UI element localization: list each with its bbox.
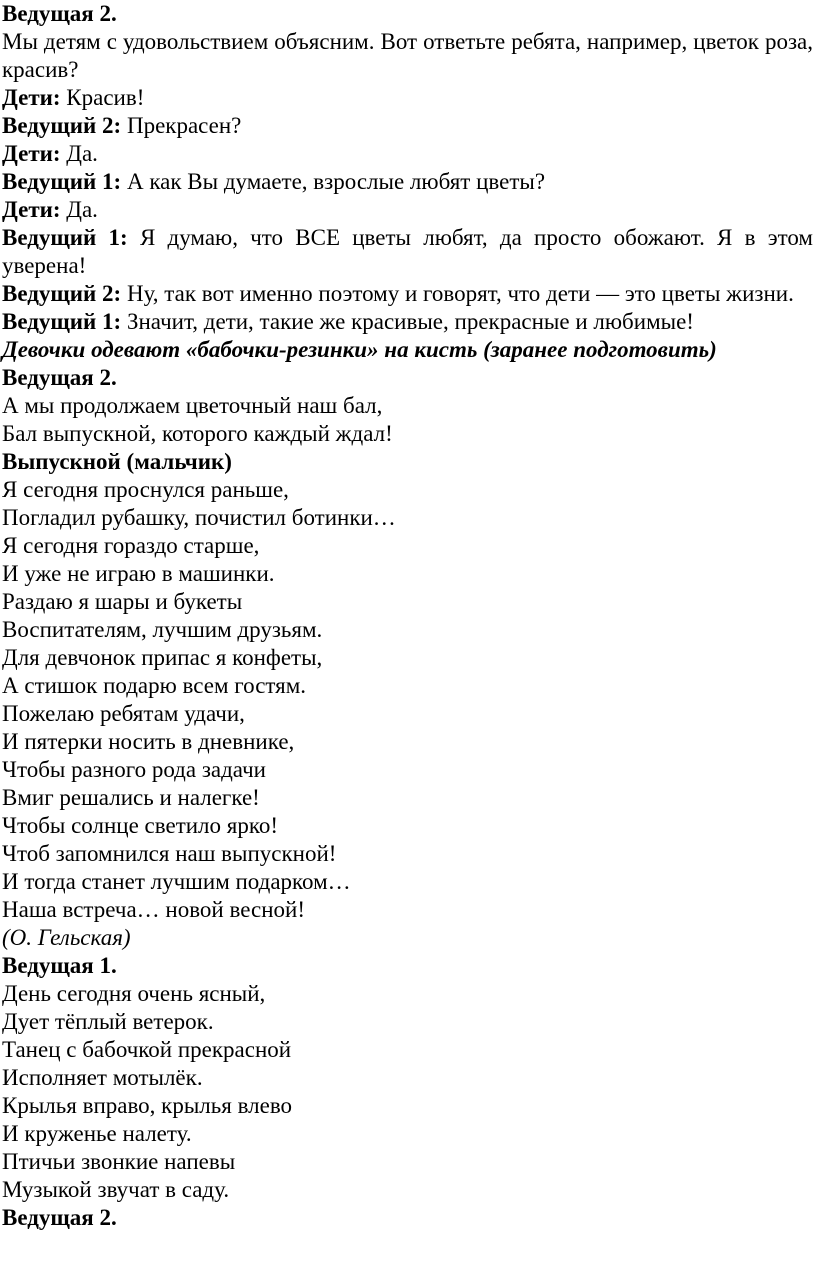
speaker-heading: Ведущая 2. xyxy=(2,1,117,26)
verse-line: И круженье налету. xyxy=(2,1121,192,1146)
speaker-heading: Ведущая 2. xyxy=(2,365,117,390)
dialog-line xyxy=(2,196,813,224)
dialog-line xyxy=(2,308,813,336)
verse-line: Наша встреча… новой весной! xyxy=(2,897,305,922)
verse-line: Птичьи звонкие напевы xyxy=(2,1149,236,1174)
verse-line: Чтоб запомнился наш выпускной! xyxy=(2,841,337,866)
speaker-label: Ведущий 1: xyxy=(2,169,122,194)
verse-line: День сегодня очень ясный, xyxy=(2,981,266,1006)
dialog-text: А как Вы думаете, взрослые любят цветы? xyxy=(121,169,546,194)
dialog-text: Да. xyxy=(60,141,98,166)
dialog-text: Да. xyxy=(60,197,98,222)
verse-line: И тогда станет лучшим подарком… xyxy=(2,869,351,894)
paragraph: Мы детям с удовольствием объясним. Вот ответьте ребята, например, цветок роза, красив? xyxy=(2,29,813,82)
dialog-line xyxy=(2,224,813,280)
verse-line: А стишок подарю всем гостям. xyxy=(2,673,307,698)
dialog-line xyxy=(2,112,813,140)
verse-line: Танец с бабочкой прекрасной xyxy=(2,1037,292,1062)
author-credit: (О. Гельская) xyxy=(2,925,131,950)
speaker-heading: Ведущая 2. xyxy=(2,1205,117,1230)
speaker-label: Ведущий 1: xyxy=(2,225,128,250)
verse-line: Бал выпускной, которого каждый ждал! xyxy=(2,421,393,446)
speaker-label: Дети: xyxy=(2,141,61,166)
dialog-text: Красив! xyxy=(60,85,145,110)
verse-line: Погладил рубашку, почистил ботинки… xyxy=(2,505,396,530)
verse-line: И уже не играю в машинки. xyxy=(2,561,275,586)
speaker-label: Ведущий 2: xyxy=(2,281,122,306)
verse-line: Я сегодня проснулся раньше, xyxy=(2,477,289,502)
speaker-label: Дети: xyxy=(2,85,61,110)
verse-line: Вмиг решались и налегке! xyxy=(2,785,260,810)
verse-line: А мы продолжаем цветочный наш бал, xyxy=(2,393,383,418)
dialog-text: Ну, так вот именно поэтому и говорят, что дети — это цветы жизни. xyxy=(121,281,794,306)
verse-line: Крылья вправо, крылья влево xyxy=(2,1093,293,1118)
speaker-heading: Ведущая 1. xyxy=(2,953,117,978)
dialog-text: Прекрасен? xyxy=(121,113,242,138)
verse-line: Музыкой звучат в саду. xyxy=(2,1177,230,1202)
speaker-heading: Выпускной (мальчик) xyxy=(2,449,232,474)
speaker-label: Ведущий 2: xyxy=(2,113,122,138)
verse-line: Чтобы солнце светило ярко! xyxy=(2,813,279,838)
verse-line: И пятерки носить в дневнике, xyxy=(2,729,295,754)
verse-line: Для девчонок припас я конфеты, xyxy=(2,645,323,670)
dialog-line xyxy=(2,84,813,112)
verse-line: Пожелаю ребятам удачи, xyxy=(2,701,245,726)
verse-line: Раздаю я шары и букеты xyxy=(2,589,243,614)
dialog-line xyxy=(2,168,813,196)
verse-line: Я сегодня гораздо старше, xyxy=(2,533,260,558)
dialog-text: Значит, дети, такие же красивые, прекрасные и любимые! xyxy=(121,309,694,334)
verse-line: Дует тёплый ветерок. xyxy=(2,1009,214,1034)
dialog-line xyxy=(2,140,813,168)
stage-direction: Девочки одевают «бабочки-резинки» на кисть (заранее подготовить) xyxy=(2,337,717,362)
dialog-line xyxy=(2,280,813,308)
speaker-label: Ведущий 1: xyxy=(2,309,122,334)
verse-line: Чтобы разного рода задачи xyxy=(2,757,266,782)
speaker-label: Дети: xyxy=(2,197,61,222)
dialog-text: Я думаю, что ВСЕ цветы любят, да просто обожают. Я в этом уверена! xyxy=(2,225,813,278)
verse-line: Воспитателям, лучшим друзьям. xyxy=(2,617,323,642)
verse-line: Исполняет мотылёк. xyxy=(2,1065,203,1090)
